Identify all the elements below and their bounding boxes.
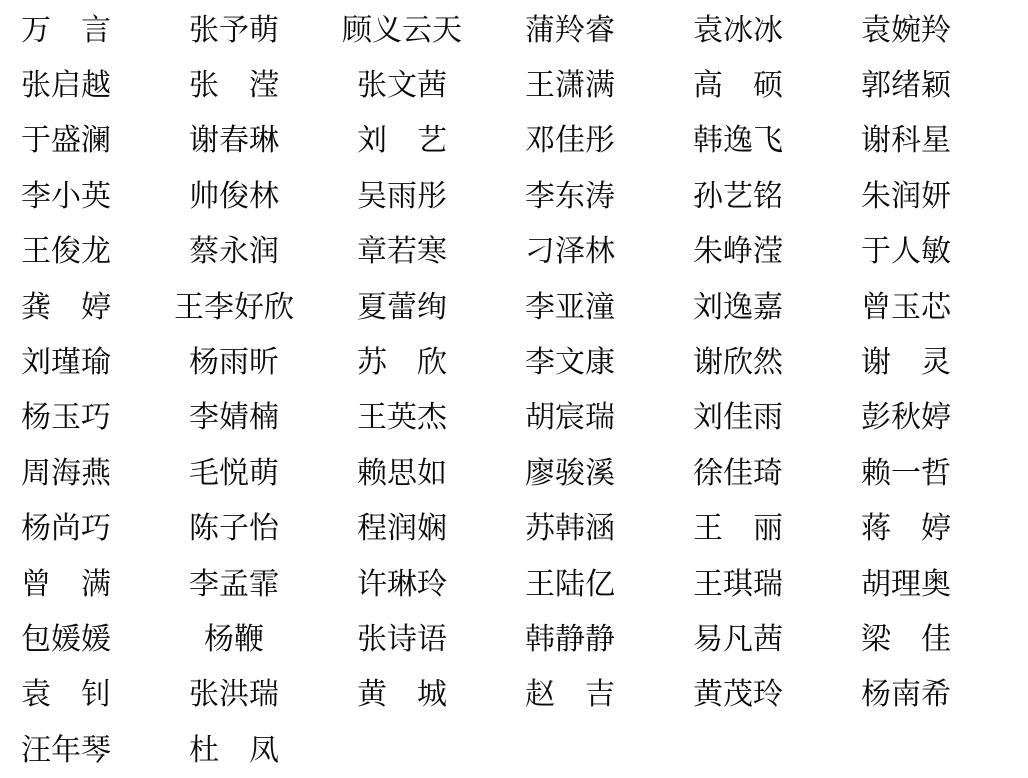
name-cell: 吴雨彤 [357,178,447,214]
name-cell: 徐佳琦 [693,455,783,491]
name-cell: 张诗语 [357,621,447,657]
name-cell: 刘 艺 [357,123,447,159]
name-cell: 王英杰 [357,400,447,436]
name-cell: 万 言 [21,12,111,48]
name-cell: 袁冰冰 [693,12,783,48]
name-cell: 章若寒 [357,234,447,270]
name-cell: 曾玉芯 [861,289,951,325]
name-cell: 曾 满 [21,566,111,602]
name-cell: 郭绪颖 [861,68,951,104]
name-cell: 胡理奥 [861,566,951,602]
name-cell: 廖骏溪 [525,455,615,491]
name-cell: 苏 欣 [357,345,447,381]
name-cell: 梁 佳 [861,621,951,657]
name-cell: 蒲羚睿 [525,12,615,48]
name-cell: 韩静静 [525,621,615,657]
name-cell: 杨尚巧 [21,511,111,547]
name-cell: 毛悦萌 [189,455,279,491]
name-cell: 李文康 [525,345,615,381]
name-cell: 易凡茜 [693,621,783,657]
name-cell: 李孟霏 [189,566,279,602]
name-cell: 黄 城 [357,677,447,713]
name-cell: 胡宸瑞 [525,400,615,436]
name-cell: 袁 钊 [21,677,111,713]
name-cell [486,723,654,778]
name-cell: 王潇满 [525,68,615,104]
name-cell: 杨鞭 [204,621,264,657]
name-cell: 苏韩涵 [525,511,615,547]
name-cell: 蒋 婷 [861,511,951,547]
name-cell: 杨雨昕 [189,345,279,381]
name-cell: 朱润妍 [861,178,951,214]
name-cell: 谢科星 [861,123,951,159]
name-cell: 王李好欣 [174,289,294,325]
name-cell: 王陆亿 [525,566,615,602]
name-cell [654,723,822,778]
name-cell: 李东涛 [525,178,615,214]
name-cell: 夏蕾绚 [357,289,447,325]
name-cell: 包媛媛 [21,621,111,657]
name-cell: 韩逸飞 [693,123,783,159]
name-cell: 谢欣然 [693,345,783,381]
name-cell: 汪年琴 [21,732,111,768]
name-cell: 赵 吉 [525,677,615,713]
name-cell: 顾义云天 [342,12,462,48]
name-cell: 蔡永润 [189,234,279,270]
name-cell: 刘佳雨 [693,400,783,436]
name-cell: 张文茜 [357,68,447,104]
name-cell: 赖一哲 [861,455,951,491]
name-cell: 张洪瑞 [189,677,279,713]
name-cell: 黄茂玲 [693,677,783,713]
name-cell: 孙艺铭 [693,178,783,214]
name-cell: 谢 灵 [861,345,951,381]
name-cell: 李婧楠 [189,400,279,436]
name-cell: 赖思如 [357,455,447,491]
name-cell: 帅俊林 [189,178,279,214]
name-cell: 陈子怡 [189,511,279,547]
name-cell: 周海燕 [21,455,111,491]
name-cell: 袁婉羚 [861,12,951,48]
name-cell: 彭秋婷 [861,400,951,436]
name-cell: 李亚潼 [525,289,615,325]
name-cell: 张予萌 [189,12,279,48]
name-cell: 高 硕 [693,68,783,104]
name-cell: 王琪瑞 [693,566,783,602]
name-cell: 李小英 [21,178,111,214]
name-cell: 王 丽 [693,511,783,547]
name-cell: 程润娴 [357,511,447,547]
name-cell: 张 滢 [189,68,279,104]
name-cell: 刁泽林 [525,234,615,270]
name-cell: 龚 婷 [21,289,111,325]
name-cell: 杨玉巧 [21,400,111,436]
name-cell: 张启越 [21,68,111,104]
name-cell: 于人敏 [861,234,951,270]
name-cell [822,723,990,778]
name-cell: 王俊龙 [21,234,111,270]
name-cell: 刘逸嘉 [693,289,783,325]
name-cell: 杜 凤 [189,732,279,768]
name-cell: 许琳玲 [357,566,447,602]
name-cell: 杨南希 [861,677,951,713]
name-cell: 于盛澜 [21,123,111,159]
name-cell: 朱峥滢 [693,234,783,270]
name-cell: 邓佳彤 [525,123,615,159]
name-cell: 刘瑾瑜 [21,345,111,381]
name-cell: 谢春琳 [189,123,279,159]
name-cell [318,723,486,778]
